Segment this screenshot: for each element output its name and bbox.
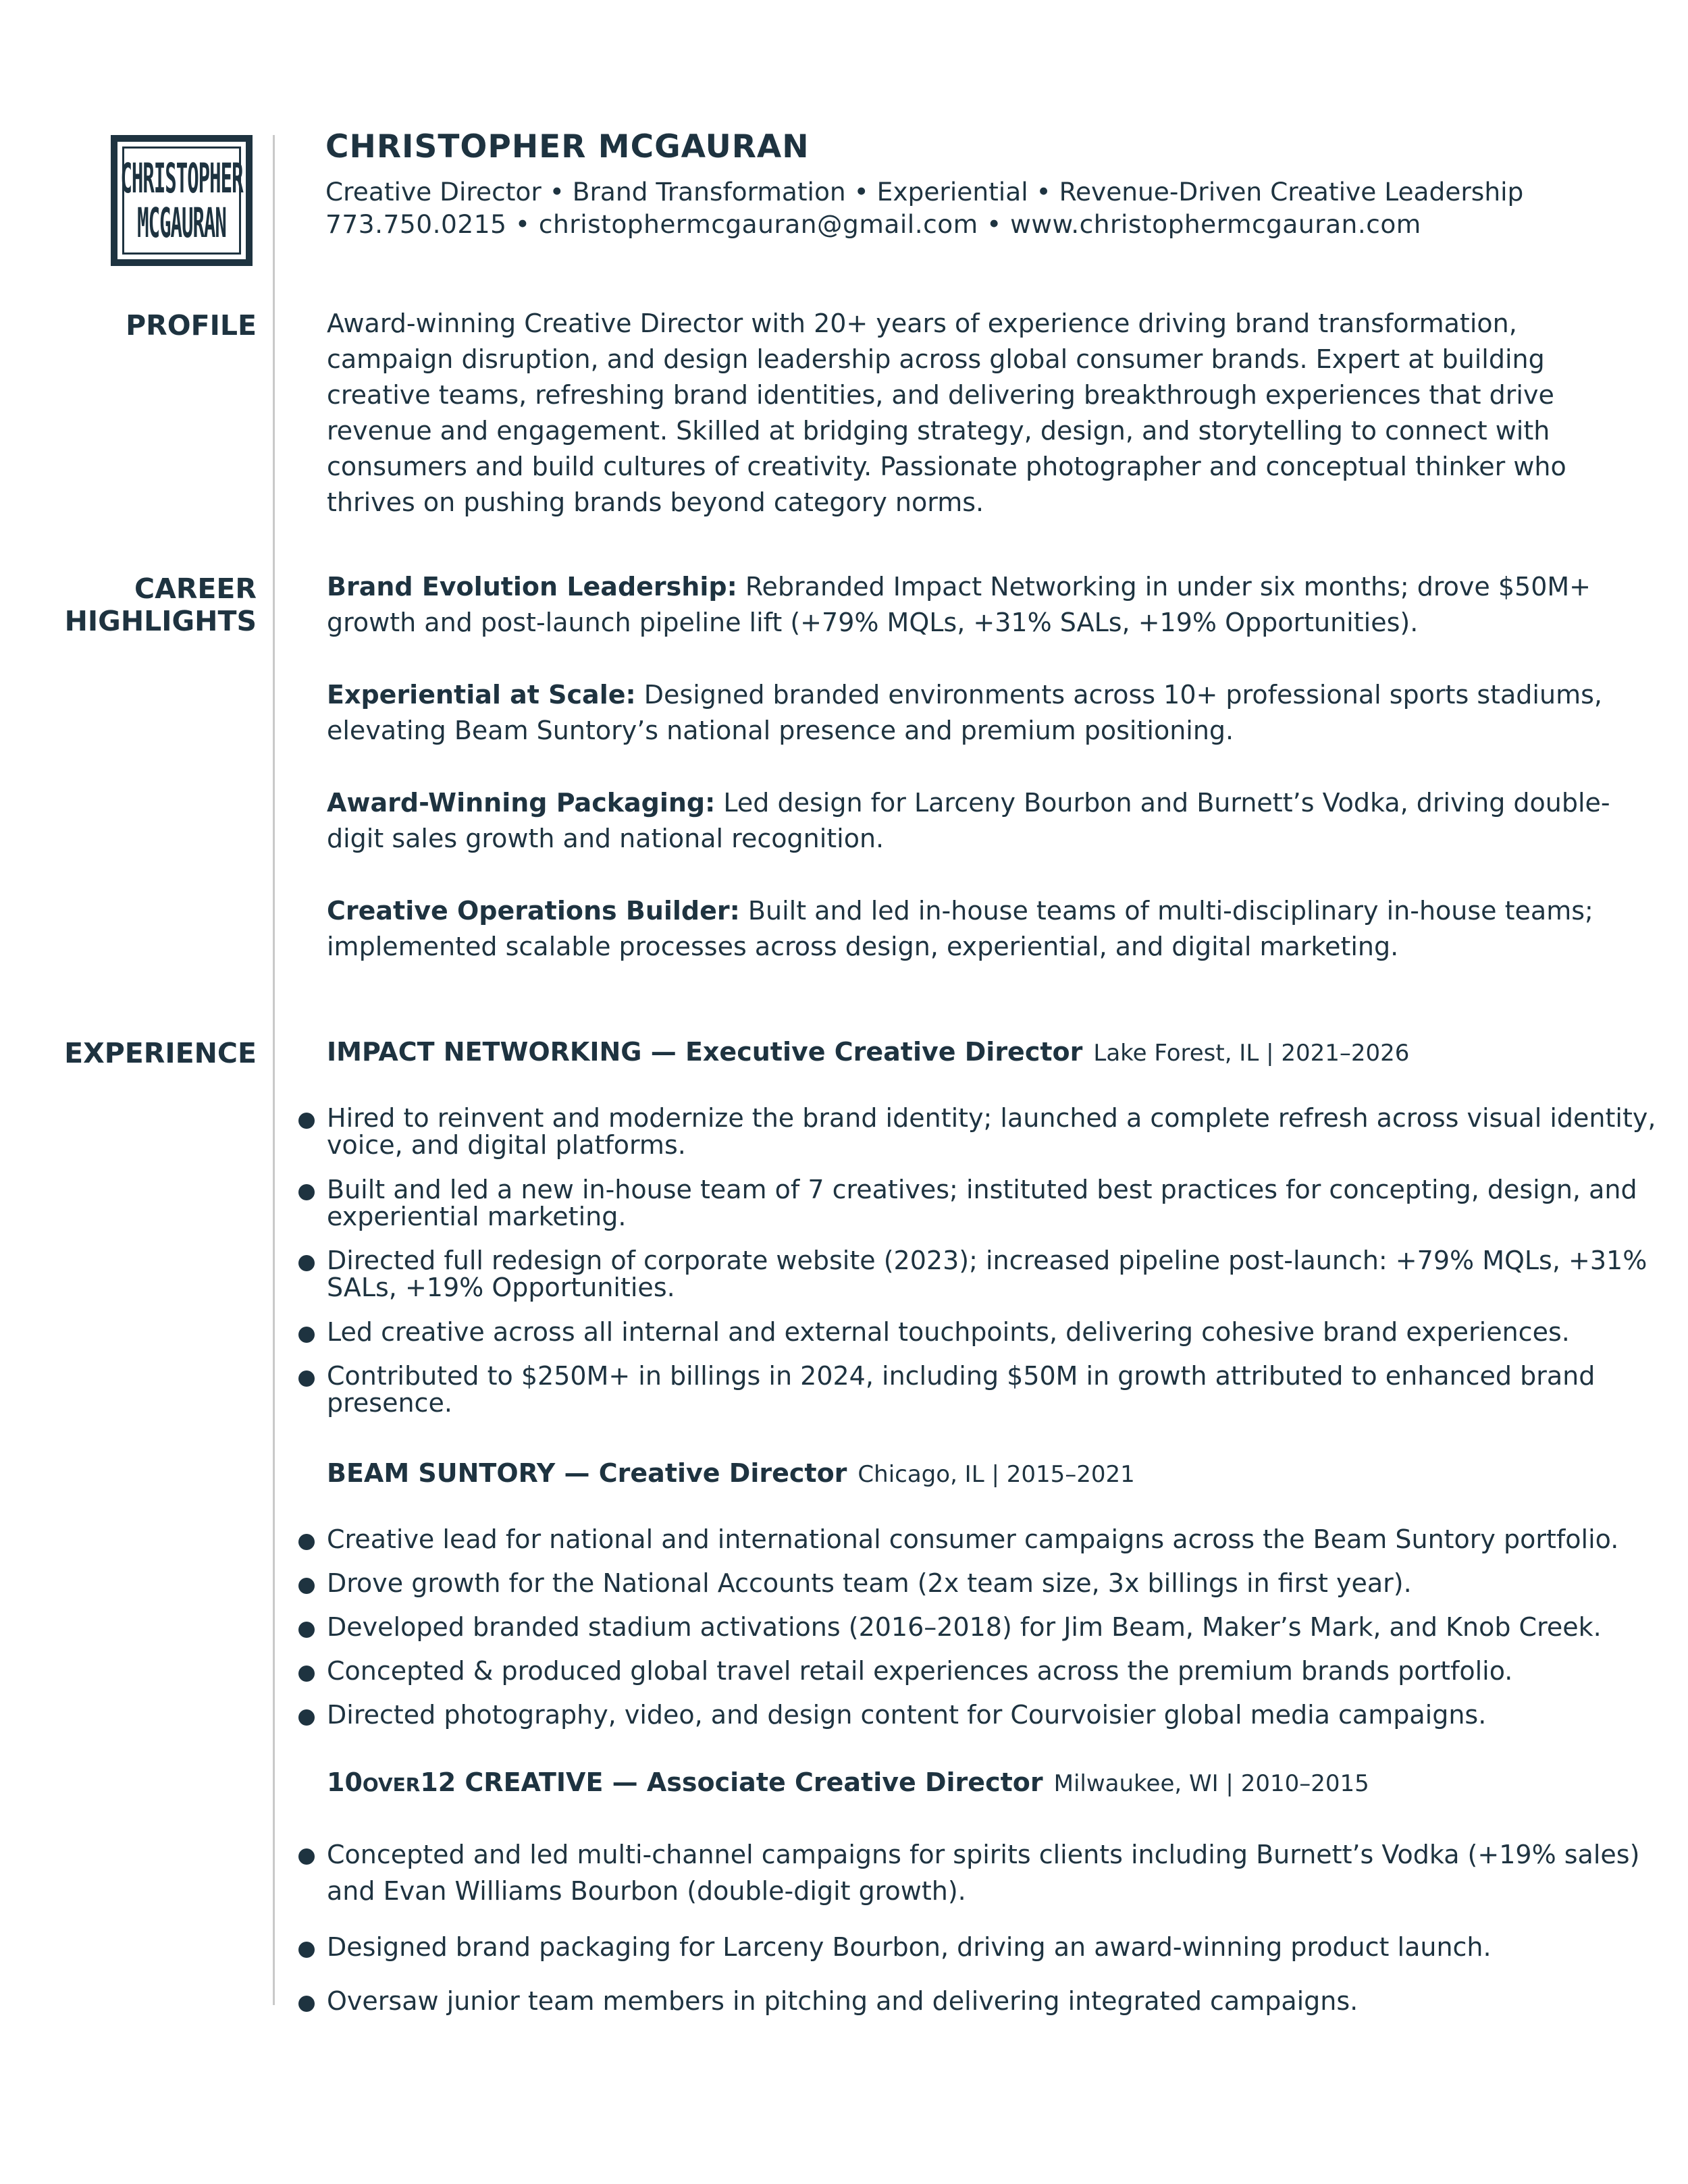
highlight-item: [327, 893, 1650, 965]
section-label-experience: EXPERIENCE: [64, 1037, 257, 1069]
job-bullet: Directed full redesign of corporate website (2023); increased pipeline post-launch: +79% MQLs, +31% SALs, +19% Opportunities.: [327, 1247, 1677, 1301]
job-title: IMPACT NETWORKING — Executive Creative Director: [327, 1037, 1083, 1067]
section-label-line-2: HIGHLIGHTS: [64, 605, 257, 637]
highlight-item: [327, 569, 1650, 641]
job-bullet: Contributed to $250M+ in billings in 2024, including $50M in growth attributed to enhanced brand presence.: [327, 1362, 1677, 1416]
job-location: Lake Forest, IL | 2021–2026: [1093, 1040, 1410, 1067]
candidate-name: CHRISTOPHER MCGAURAN: [325, 128, 810, 165]
highlight-title: Brand Evolution Leadership:: [327, 572, 737, 602]
profile-text: Award-winning Creative Director with 20+ years of experience driving brand transformation, campaign disruption, and design leadership across global consumer brands. Expert at building creative teams, refreshing brand identities, and delivering breakthrough experiences that drive revenue and engagement. Skilled at bridging strategy, design, and storytelling to connect with consumers and build cultures of creativity. Passionate photographer and conceptual thinker who thrives on pushing brands beyond category norms.: [327, 309, 1566, 517]
job-bullet: Directed photography, video, and design content for Courvoisier global media campaigns.: [327, 1701, 1677, 1728]
contact-line: 773.750.0215 • christophermcgauran@gmail.com • www.christophermcgauran.com: [325, 209, 1421, 239]
job-location: Milwaukee, WI | 2010–2015: [1053, 1770, 1369, 1797]
job-heading: [327, 1037, 1409, 1067]
section-label-career-highlights: [65, 572, 257, 637]
vertical-divider: [273, 135, 275, 2005]
highlight-title: Award-Winning Packaging:: [327, 788, 716, 818]
job-bullet: Designed brand packaging for Larceny Bourbon, driving an award-winning product launch.: [327, 1934, 1677, 1961]
job-heading: [327, 1767, 1369, 1797]
job-bullet: Led creative across all internal and external touchpoints, delivering cohesive brand experiences.: [327, 1319, 1677, 1346]
highlight-item: [327, 677, 1650, 749]
job-heading: [327, 1458, 1135, 1488]
monogram-logo-inner: [122, 147, 241, 255]
tagline: Creative Director • Brand Transformation • Experiential • Revenue-Driven Creative Leadership: [325, 177, 1524, 207]
job-title: 10OVER12 CREATIVE — Associate Creative Director: [327, 1767, 1043, 1797]
highlight-item: [327, 785, 1650, 857]
highlight-text: Built and led in-house teams of multi-disciplinary in-house teams; implemented scalable processes across design, experiential, and digital marketing.: [327, 896, 1593, 961]
monogram-logo: [111, 135, 253, 266]
highlight-text: Led design for Larceny Bourbon and Burnett’s Vodka, driving double-digit sales growth and national recognition.: [327, 788, 1610, 853]
job-bullet: Concepted and led multi-channel campaigns for spirits clients including Burnett’s Vodka (+19% sales) and Evan Williams Bourbon (double-digit growth).: [327, 1836, 1677, 1909]
highlight-text: Designed branded environments across 10+ professional sports stadiums, elevating Beam Suntory’s national presence and premium positioning.: [327, 680, 1602, 745]
job-bullet: Developed branded stadium activations (2016–2018) for Jim Beam, Maker’s Mark, and Knob Creek.: [327, 1614, 1677, 1641]
job-location: Chicago, IL | 2015–2021: [858, 1461, 1135, 1488]
logo-line-2: MCGAURAN: [137, 198, 226, 247]
job-bullet: Concepted & produced global travel retail experiences across the premium brands portfolio.: [327, 1657, 1677, 1684]
job-title: BEAM SUNTORY — Creative Director: [327, 1458, 847, 1488]
section-label-profile: PROFILE: [126, 309, 257, 342]
job-bullet: Creative lead for national and international consumer campaigns across the Beam Suntory portfolio.: [327, 1526, 1677, 1553]
highlight-title: Creative Operations Builder:: [327, 896, 740, 926]
highlight-title: Experiential at Scale:: [327, 680, 636, 710]
job-bullet: Built and led a new in-house team of 7 creatives; instituted best practices for concepting, design, and experiential marketing.: [327, 1176, 1677, 1230]
job-bullet: Hired to reinvent and modernize the brand identity; launched a complete refresh across visual identity, voice, and digital platforms.: [327, 1104, 1677, 1158]
section-label-line-1: CAREER: [134, 572, 257, 605]
job-bullet: Drove growth for the National Accounts team (2x team size, 3x billings in first year).: [327, 1570, 1677, 1597]
job-bullet: Oversaw junior team members in pitching and delivering integrated campaigns.: [327, 1988, 1677, 2015]
logo-line-1: CHRISTOPHER: [120, 154, 243, 203]
highlight-text: Rebranded Impact Networking in under six months; drove $50M+ growth and post-launch pipeline lift (+79% MQLs, +31% SALs, +19% Opportunities).: [327, 572, 1591, 637]
